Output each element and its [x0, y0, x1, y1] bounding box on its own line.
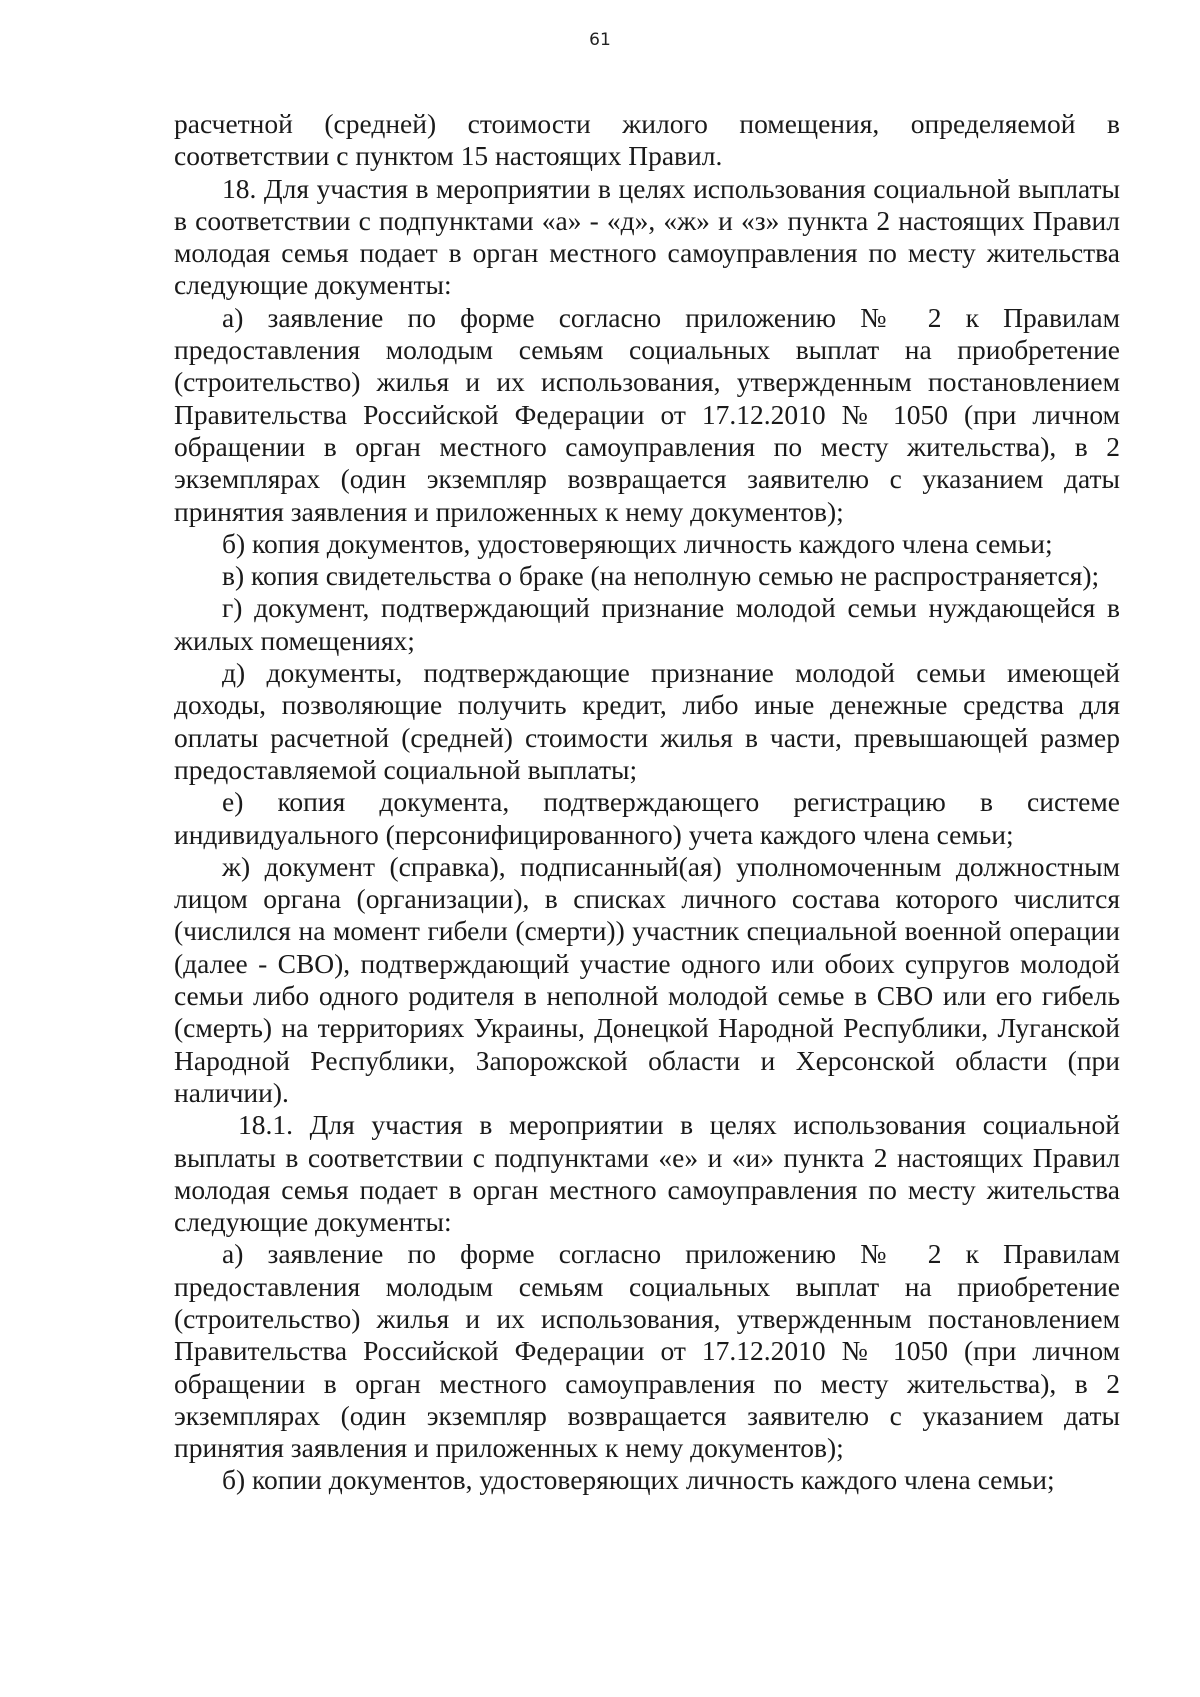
paragraph-18-1-b: б) копии документов, удостоверяющих личность каждого члена семьи; [222, 1464, 1055, 1496]
paragraph-18-e: е) копия документа, подтверждающего регистрацию в системе индивидуального (персонифицированного) учета каждого члена семьи; [174, 786, 1120, 850]
paragraph-18-v: в) копия свидетельства о браке (на неполную семью не распространяется); [222, 560, 1100, 592]
paragraph-18-a: а) заявление по форме согласно приложению № 2 к Правилам предоставления молодым семьям социальных выплат на приобретение (строительство) жилья и их использования, утвержденным постановлением Правительства Российской Федерации от 17.12.2010 № 1050 (при личном обращении в орган местного самоуправления по месту жительства), в 2 экземплярах (один экземпляр возвращается заявителю с указанием даты принятия заявления и приложенных к нему документов); [174, 301, 1120, 527]
paragraph-continuation: расчетной (средней) стоимости жилого помещения, определяемой в соответствии с пунктом 15 настоящих Правил. [174, 108, 1120, 172]
paragraph-item-18-1: 18.1. Для участия в мероприятии в целях использования социальной выплаты в соответствии с подпунктами «е» и «и» пункта 2 настоящих Правил молодая семья подает в орган местного самоуправления по месту жительства следующие документы: [174, 1109, 1120, 1238]
page-number: 61 [589, 30, 611, 50]
paragraph-18-d: д) документы, подтверждающие признание молодой семьи имеющей доходы, позволяющие получить кредит, либо иные денежные средства для оплаты расчетной (средней) стоимости жилья в части, превышающей размер предоставляемой социальной выплаты; [174, 657, 1120, 785]
paragraph-18-g: г) документ, подтверждающий признание молодой семьи нуждающейся в жилых помещениях; [174, 592, 1120, 656]
paragraph-18-zh: ж) документ (справка), подписанный(ая) уполномоченным должностным лицом органа (организации), в списках личного состава которого числится (числился на момент гибели (смерти)) участник специальной военной операции (далее - СВО), подтверждающий участие одного или обоих супругов молодой семьи либо одного родителя в неполной молодой семье в СВО или его гибель (смерть) на территориях Украины, Донецкой Народной Республики, Луганской Народной Республики, Запорожской области и Херсонской области (при наличии). [174, 850, 1120, 1108]
paragraph-18-1-a: а) заявление по форме согласно приложению № 2 к Правилам предоставления молодым семьям социальных выплат на приобретение (строительство) жилья и их использования, утвержденным постановлением Правительства Российской Федерации от 17.12.2010 № 1050 (при личном обращении в орган местного самоуправления по месту жительства), в 2 экземплярах (один экземпляр возвращается заявителю с указанием даты принятия заявления и приложенных к нему документов); [174, 1238, 1120, 1464]
document-body [174, 108, 1120, 1497]
paragraph-18-b: б) копия документов, удостоверяющих личность каждого члена семьи; [222, 527, 1053, 559]
paragraph-item-18: 18. Для участия в мероприятии в целях использования социальной выплаты в соответствии с подпунктами «а» - «д», «ж» и «з» пункта 2 настоящих Правил молодая семья подает в орган местного самоуправления по месту жительства следующие документы: [174, 172, 1120, 301]
